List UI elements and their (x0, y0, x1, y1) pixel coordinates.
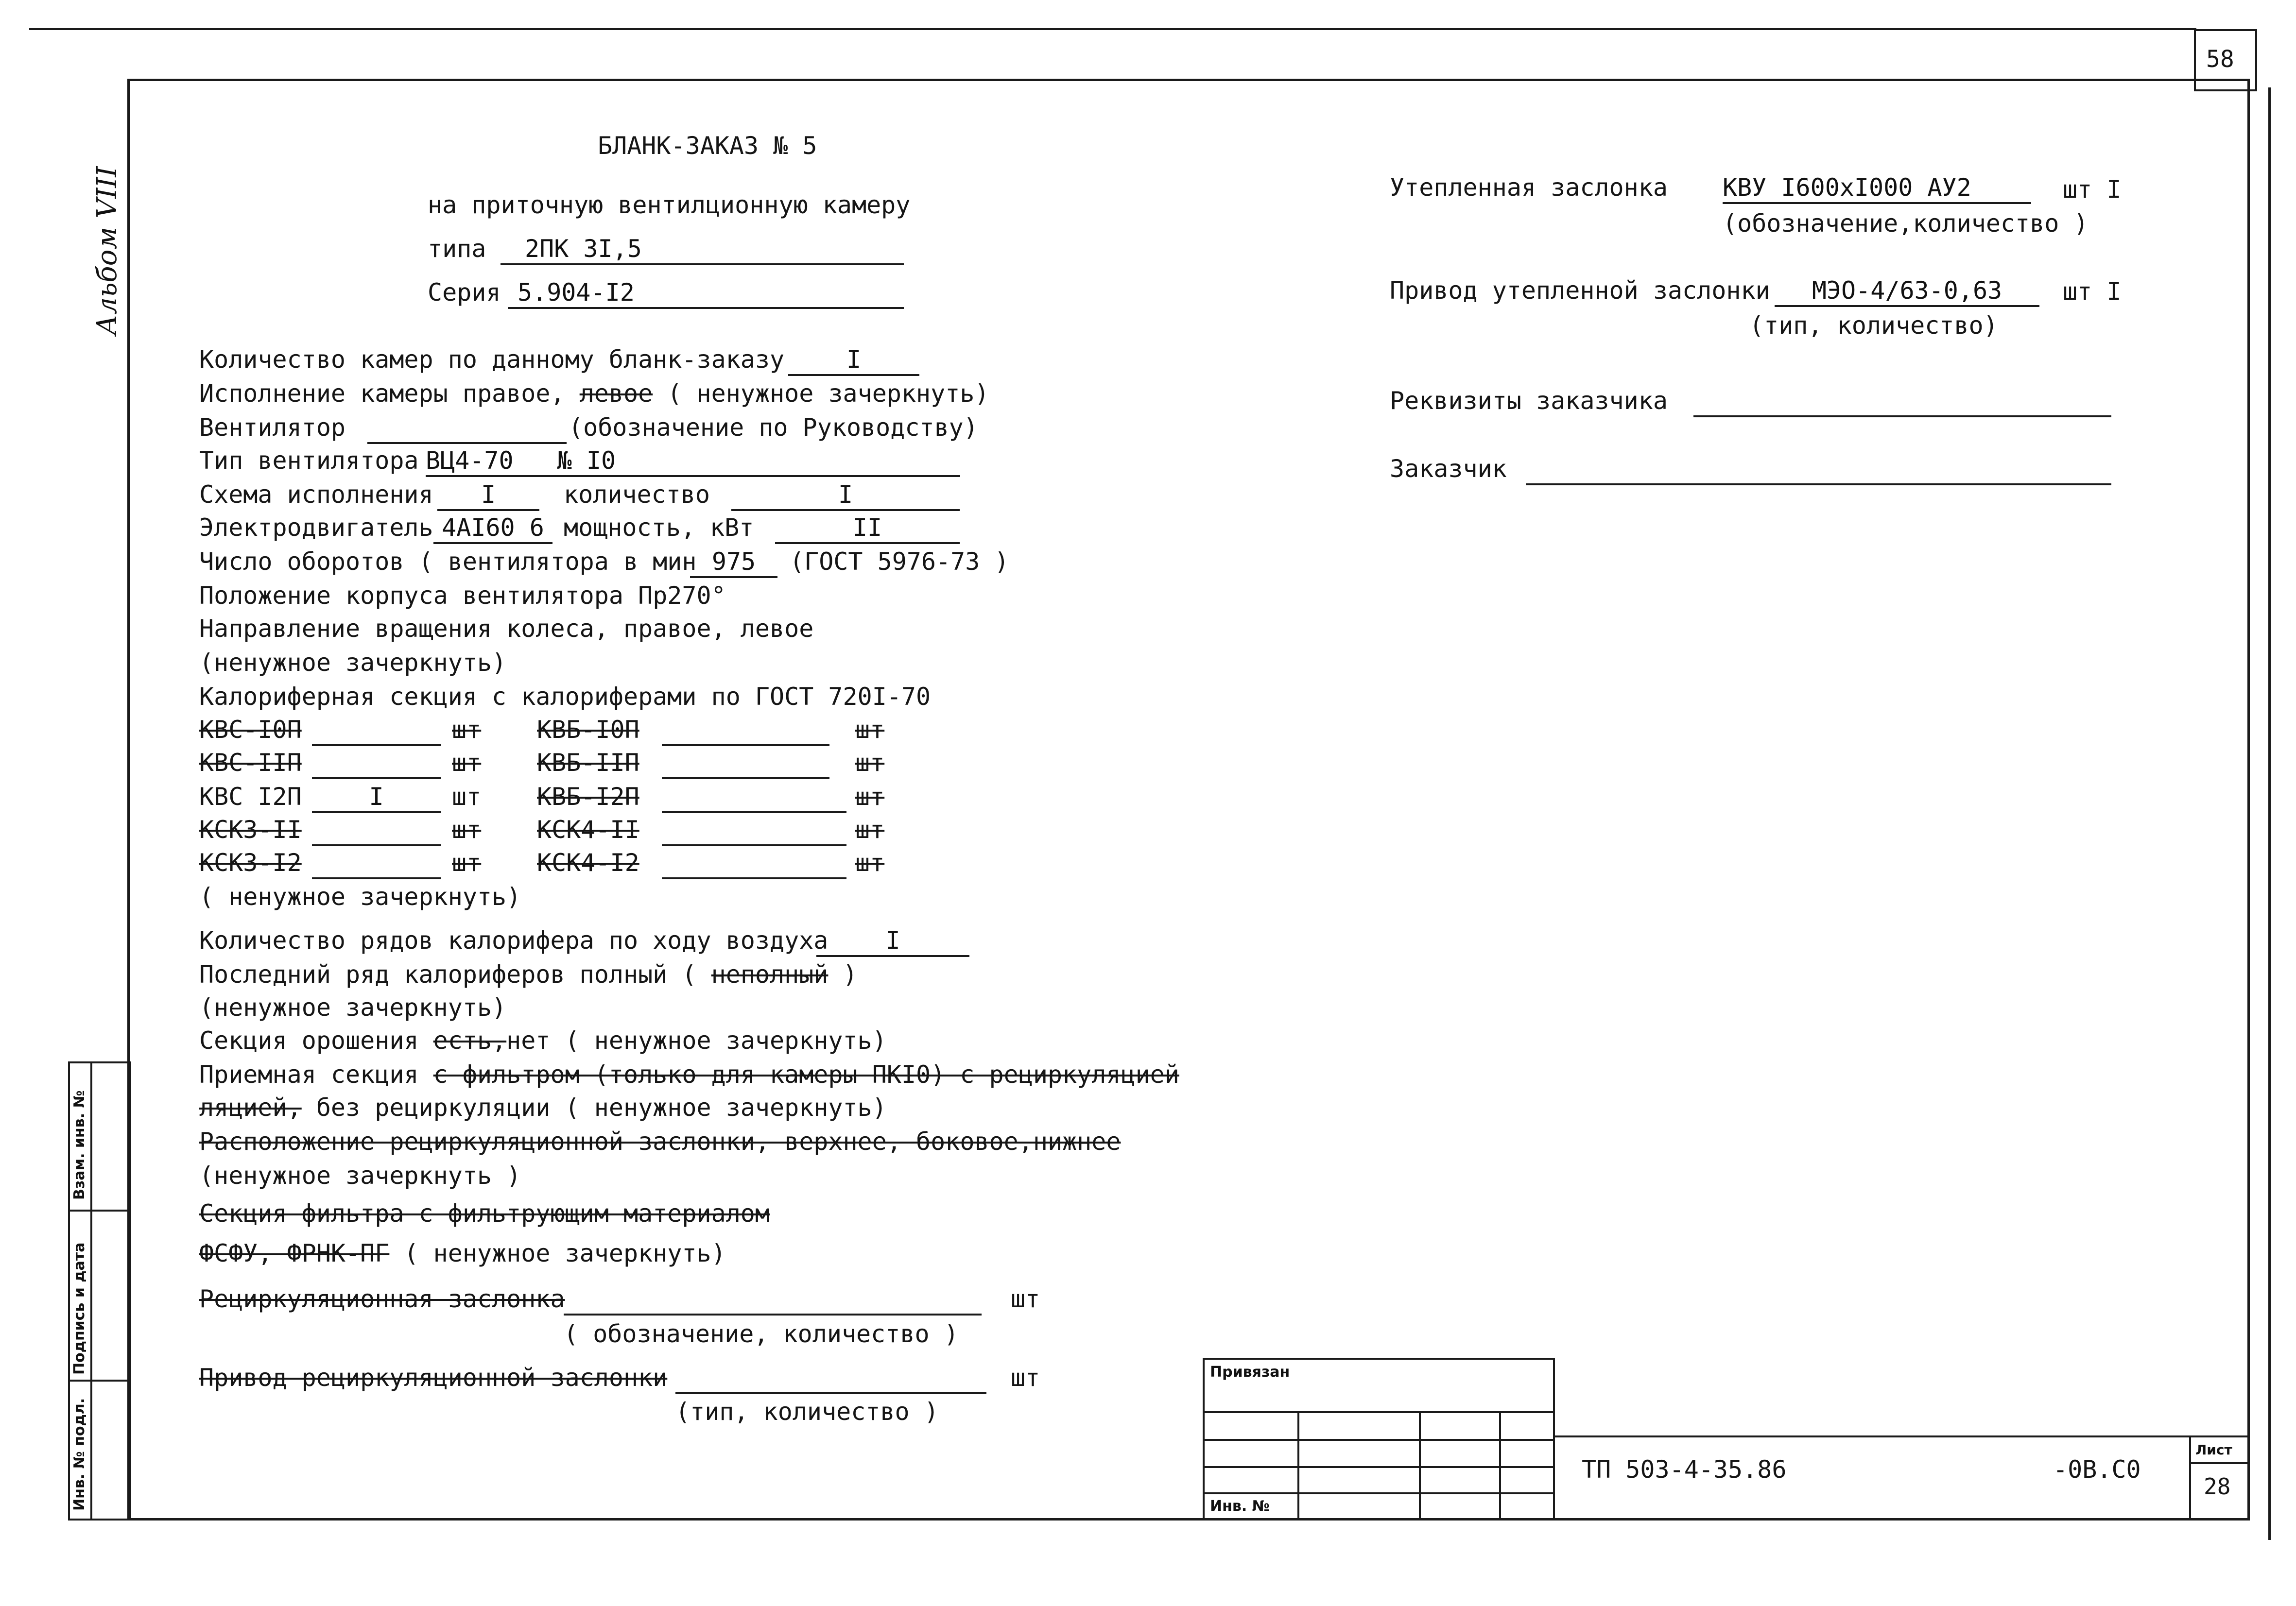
rotation-label: Направление вращения колеса, правое, левое (199, 615, 814, 643)
requisites-label: Реквизиты заказчика (1390, 387, 1668, 415)
heater-name: КСК3-I2 (199, 849, 302, 877)
scheme-label: Схема исполнения (199, 480, 433, 509)
cam-count-field: I (788, 345, 919, 376)
rows-label: Количество рядов калорифера по ходу воздуха (199, 926, 829, 955)
heater-note: ( ненужное зачеркнуть) (199, 883, 521, 911)
position-row: Положение корпуса вентилятора Пр270° (199, 581, 726, 610)
heater-field (662, 782, 846, 813)
recirc-damper-unit: шт (1011, 1285, 1040, 1313)
recirc-damper-field (564, 1284, 982, 1316)
drive-field: МЭО-4/63-0,63 (1775, 276, 2039, 307)
side-strip-vzam: Взам. инв. № (71, 1090, 88, 1200)
scheme-field: I (437, 480, 539, 511)
top-rule (29, 28, 2196, 30)
form-title: БЛАНК-ЗАКАЗ № 5 (598, 132, 817, 160)
drive-unit: шт I (2063, 277, 2122, 306)
type-field: 2ПК 3I,5 (501, 234, 904, 265)
stamp-h4 (1203, 1492, 1555, 1494)
heater-name: КСК4-I2 (537, 849, 639, 877)
drive-label: Привод утепленной заслонки (1390, 276, 1770, 305)
heater-name: КВС-IIП (199, 749, 302, 777)
customer-label: Заказчик (1390, 455, 1507, 483)
stamp-v2 (1419, 1411, 1421, 1521)
intake-row-2: ляцией, без рециркуляции ( ненужное зачеркнуть) (199, 1093, 887, 1122)
rows-field: I (816, 926, 969, 957)
exec-row: Исполнение камеры правое, левое ( ненужное зачеркнуть) (199, 379, 989, 408)
heater-field (312, 715, 441, 746)
heater-field (312, 748, 441, 779)
heater-name: КВБ-I2П (537, 783, 639, 811)
motor-field: 4АI60 6 (433, 513, 552, 544)
side-strip-divider (90, 1061, 92, 1521)
rpm-field: 975 (690, 547, 777, 578)
qty-label: количество (564, 480, 710, 509)
heater-unit: шт (855, 749, 885, 777)
heater-field (662, 815, 846, 846)
recirc-drive-unit: шт (1011, 1364, 1040, 1392)
last-row-note: (ненужное зачеркнуть) (199, 993, 507, 1022)
form-subtitle: на приточную вентилционную камеру (428, 191, 911, 219)
power-label: мощность, кВт (564, 513, 754, 542)
heater-name: КВБ-IIП (537, 749, 639, 777)
irrigation-row: Секция орошения есть,нет ( ненужное зачеркнуть) (199, 1026, 887, 1055)
recirc-drive-caption: (тип, количество ) (675, 1398, 939, 1426)
stamp-h2 (1203, 1439, 1555, 1441)
stamp-h3 (1203, 1466, 1555, 1468)
damper-unit: шт I (2063, 175, 2122, 204)
customer-field (1526, 454, 2111, 485)
cam-count-label: Количество камер по данному бланк-заказу (199, 345, 785, 374)
heater-name: КВС-I0П (199, 716, 302, 744)
doc-suffix: -0В.С0 (2053, 1455, 2141, 1484)
filter-section-2: ФСФУ, ФРНК-ПГ ( ненужное зачеркнуть) (199, 1239, 726, 1267)
heater-unit: шт (452, 849, 482, 877)
sheet-h (2189, 1462, 2250, 1464)
heater-name: КСК3-II (199, 816, 302, 844)
heater-unit: шт (855, 849, 885, 877)
qty-field: I (731, 480, 960, 511)
drive-caption: (тип, количество) (1749, 311, 1998, 340)
rpm-note: (ГОСТ 5976-73 ) (790, 547, 1009, 576)
motor-label: Электродвигатель (199, 513, 433, 542)
heater-field (312, 848, 441, 879)
recirc-position-note: (ненужное зачеркнуть ) (199, 1162, 521, 1190)
sheet-divider (2189, 1435, 2191, 1521)
fan-field (367, 413, 567, 444)
intake-row-1: Приемная секция с фильтром (только для камеры ПКI0) с рециркуляцией (199, 1060, 1179, 1089)
doc-code: ТП 503-4-35.86 (1582, 1455, 1787, 1484)
type-label: типа (428, 235, 486, 263)
power-field: II (775, 513, 960, 544)
heater-name: КСК4-II (537, 816, 639, 844)
stamp-v3 (1499, 1411, 1501, 1521)
recirc-drive-label: Привод рециркуляционной заслонки (199, 1364, 668, 1392)
heater-unit: шт (855, 816, 885, 844)
stamp-v1 (1297, 1411, 1299, 1521)
heater-unit: шт (452, 749, 482, 777)
damper-caption: (обозначение,количество ) (1723, 209, 2089, 238)
requisites-field (1693, 386, 2111, 417)
fan-note: (обозначение по Руководству) (569, 413, 978, 442)
recirc-damper-label: Рециркуляционная заслонка (199, 1285, 565, 1313)
last-row: Последний ряд калориферов полный ( неполный ) (199, 960, 858, 989)
heater-field (662, 848, 846, 879)
side-strip-sep-2 (68, 1380, 131, 1382)
recirc-drive-field (675, 1363, 986, 1394)
recirc-damper-caption: ( обозначение, количество ) (564, 1320, 959, 1348)
heater-field: I (312, 782, 441, 813)
fan-label: Вентилятор (199, 413, 346, 442)
right-edge-line (2268, 87, 2271, 1540)
heater-unit: шт (452, 716, 482, 744)
stamp-h1 (1203, 1411, 1555, 1413)
heater-field (662, 748, 829, 779)
stamp-tied-label: Привязан (1210, 1364, 1290, 1381)
damper-label: Утепленная заслонка (1390, 173, 1668, 202)
heater-field (662, 715, 829, 746)
damper-field: КВУ I600хI000 АУ2 (1723, 173, 2031, 204)
heater-unit: шт (452, 783, 482, 811)
album-label: Альбом VIII (91, 166, 123, 335)
heater-unit: шт (855, 783, 885, 811)
heater-field (312, 815, 441, 846)
title-block-top (1555, 1435, 2250, 1437)
series-field: 5.904-I2 (508, 278, 904, 309)
heater-label: Калориферная секция с калориферами по ГОСТ 720I-70 (199, 683, 931, 711)
rotation-note: (ненужное зачеркнуть) (199, 649, 507, 677)
page-number: 58 (2206, 46, 2234, 73)
heater-unit: шт (855, 716, 885, 744)
sheet-label: Лист (2195, 1442, 2232, 1458)
side-strip-inv-podl: Инв. № подл. (71, 1398, 88, 1511)
stamp-inv-label: Инв. № (1210, 1498, 1270, 1515)
fan-type-field: ВЦ4-70 № I0 (426, 446, 960, 477)
filter-section: Секция фильтра с фильтрующим материалом (199, 1199, 770, 1228)
heater-name: КВС I2П (199, 783, 302, 811)
rpm-label: Число оборотов ( вентилятора в мин (199, 547, 697, 576)
side-strip-sep-1 (68, 1210, 131, 1212)
fan-type-label: Тип вентилятора (199, 446, 419, 475)
heater-unit: шт (452, 816, 482, 844)
side-strip-podpis: Подпись и дата (71, 1242, 88, 1375)
recirc-position: Расположение рециркуляционной заслонки, верхнее, боковое,нижнее (199, 1128, 1121, 1156)
heater-name: КВБ-I0П (537, 716, 639, 744)
series-label: Серия (428, 278, 501, 307)
sheet-number: 28 (2204, 1473, 2231, 1500)
